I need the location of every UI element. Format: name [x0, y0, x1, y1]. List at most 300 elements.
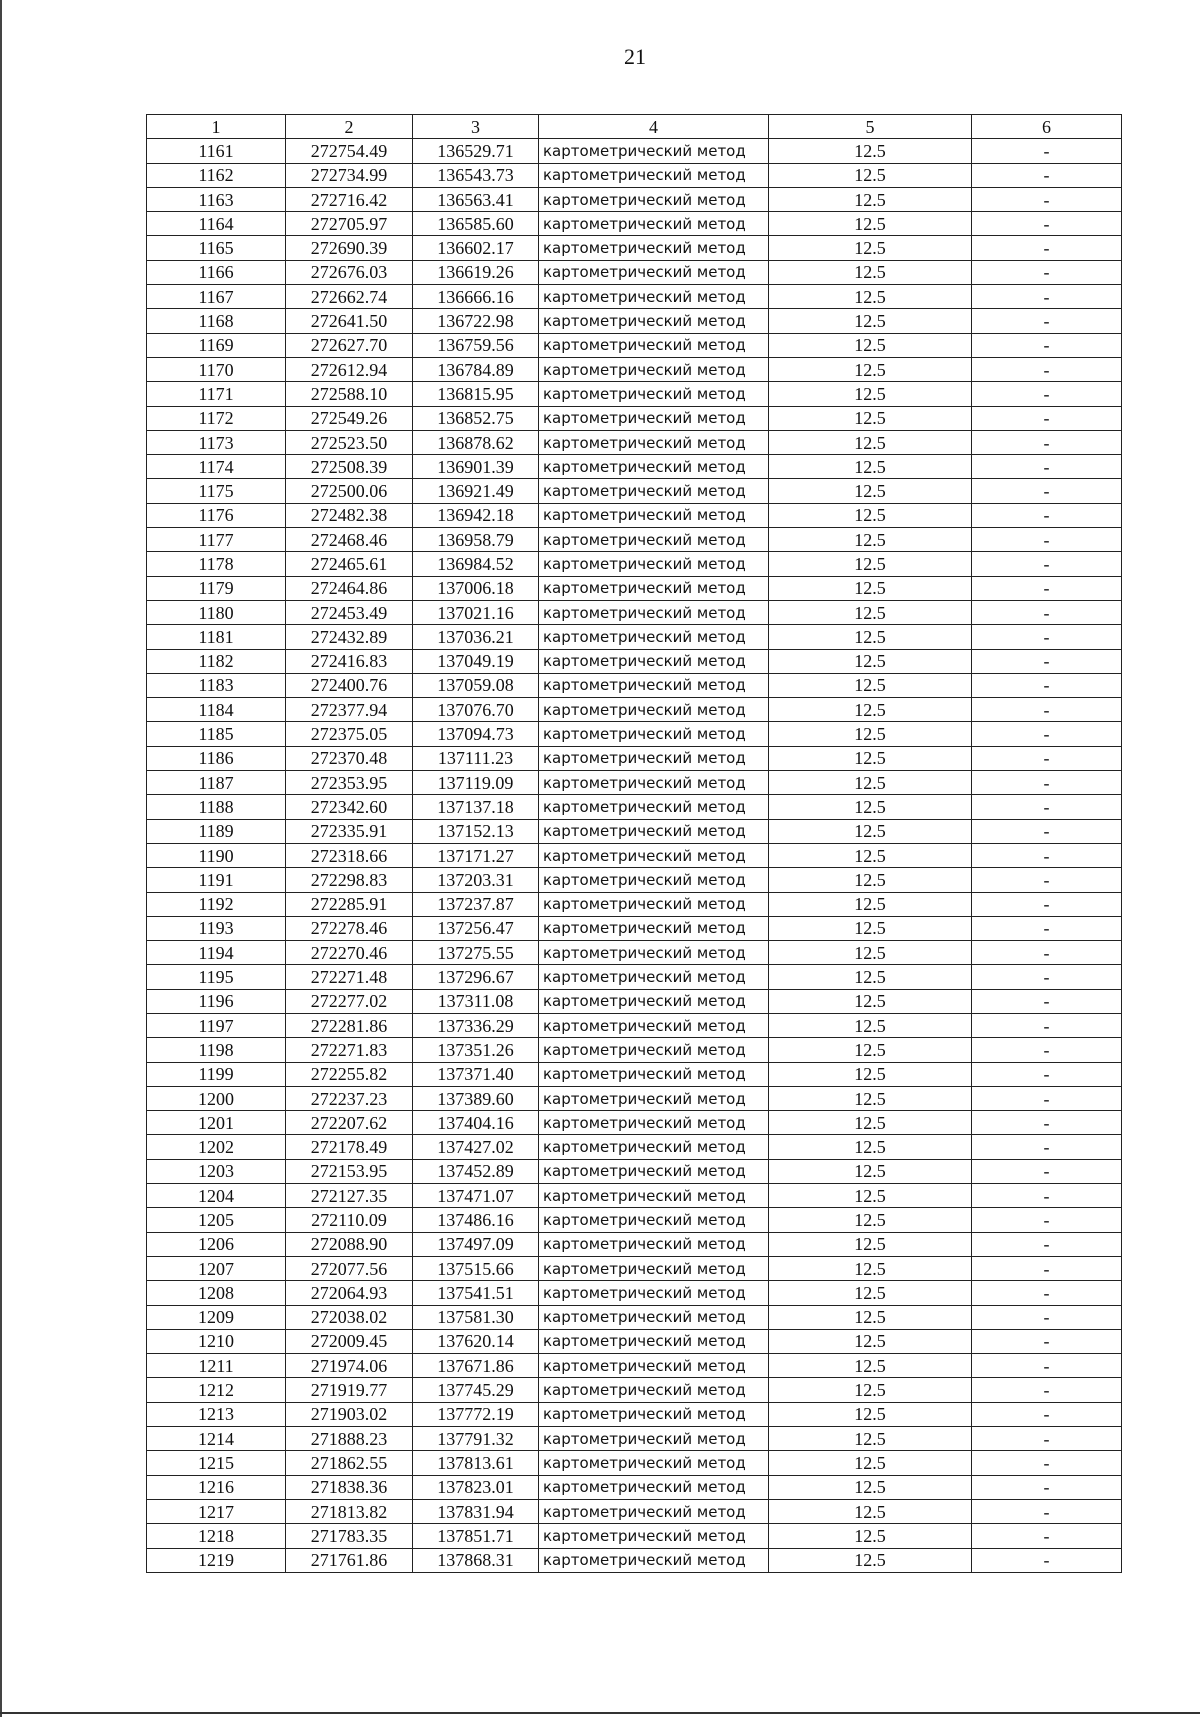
cell-note: -	[972, 455, 1122, 479]
cell-y-coordinate: 137452.89	[413, 1159, 539, 1183]
cell-y-coordinate: 136722.98	[413, 309, 539, 333]
cell-x-coordinate: 272178.49	[286, 1135, 413, 1159]
cell-y-coordinate: 137745.29	[413, 1378, 539, 1402]
cell-x-coordinate: 272271.83	[286, 1038, 413, 1062]
cell-accuracy: 12.5	[769, 1378, 972, 1402]
cell-note: -	[972, 1499, 1122, 1523]
cell-y-coordinate: 137036.21	[413, 625, 539, 649]
cell-y-coordinate: 136852.75	[413, 406, 539, 430]
cell-point-number: 1201	[147, 1111, 286, 1135]
cell-y-coordinate: 137515.66	[413, 1256, 539, 1280]
cell-note: -	[972, 1232, 1122, 1256]
cell-x-coordinate: 272375.05	[286, 722, 413, 746]
table-row	[147, 1499, 1122, 1523]
cell-method: картометрический метод	[539, 139, 769, 163]
cell-x-coordinate: 271813.82	[286, 1499, 413, 1523]
cell-point-number: 1216	[147, 1475, 286, 1499]
table-row	[147, 163, 1122, 187]
table-row	[147, 139, 1122, 163]
cell-method: картометрический метод	[539, 455, 769, 479]
cell-y-coordinate: 136878.62	[413, 430, 539, 454]
table-row	[147, 1208, 1122, 1232]
header-col-5: 5	[769, 115, 972, 139]
cell-method: картометрический метод	[539, 819, 769, 843]
cell-accuracy: 12.5	[769, 1281, 972, 1305]
cell-accuracy: 12.5	[769, 1038, 972, 1062]
cell-point-number: 1162	[147, 163, 286, 187]
table-row	[147, 479, 1122, 503]
cell-accuracy: 12.5	[769, 357, 972, 381]
cell-method: картометрический метод	[539, 163, 769, 187]
cell-method: картометрический метод	[539, 1038, 769, 1062]
table-row	[147, 1475, 1122, 1499]
table-body	[147, 139, 1122, 1573]
cell-accuracy: 12.5	[769, 576, 972, 600]
cell-y-coordinate: 137581.30	[413, 1305, 539, 1329]
cell-point-number: 1189	[147, 819, 286, 843]
cell-x-coordinate: 272281.86	[286, 1013, 413, 1037]
cell-accuracy: 12.5	[769, 503, 972, 527]
cell-note: -	[972, 1378, 1122, 1402]
cell-y-coordinate: 137296.67	[413, 965, 539, 989]
cell-accuracy: 12.5	[769, 1256, 972, 1280]
cell-method: картометрический метод	[539, 771, 769, 795]
cell-note: -	[972, 333, 1122, 357]
cell-y-coordinate: 137497.09	[413, 1232, 539, 1256]
cell-x-coordinate: 272278.46	[286, 916, 413, 940]
cell-x-coordinate: 272662.74	[286, 285, 413, 309]
table-row	[147, 430, 1122, 454]
cell-accuracy: 12.5	[769, 916, 972, 940]
table-row	[147, 212, 1122, 236]
cell-x-coordinate: 272549.26	[286, 406, 413, 430]
cell-accuracy: 12.5	[769, 746, 972, 770]
cell-method: картометрический метод	[539, 333, 769, 357]
cell-x-coordinate: 272064.93	[286, 1281, 413, 1305]
cell-point-number: 1194	[147, 941, 286, 965]
table-row	[147, 1135, 1122, 1159]
cell-accuracy: 12.5	[769, 649, 972, 673]
cell-accuracy: 12.5	[769, 260, 972, 284]
cell-method: картометрический метод	[539, 600, 769, 624]
cell-note: -	[972, 309, 1122, 333]
cell-point-number: 1174	[147, 455, 286, 479]
cell-note: -	[972, 1451, 1122, 1475]
table-row	[147, 1378, 1122, 1402]
cell-method: картометрический метод	[539, 649, 769, 673]
cell-note: -	[972, 843, 1122, 867]
cell-x-coordinate: 271862.55	[286, 1451, 413, 1475]
cell-note: -	[972, 819, 1122, 843]
cell-x-coordinate: 272298.83	[286, 868, 413, 892]
cell-y-coordinate: 136602.17	[413, 236, 539, 260]
table-row	[147, 528, 1122, 552]
cell-note: -	[972, 1062, 1122, 1086]
cell-y-coordinate: 137813.61	[413, 1451, 539, 1475]
cell-point-number: 1200	[147, 1086, 286, 1110]
cell-x-coordinate: 271919.77	[286, 1378, 413, 1402]
cell-accuracy: 12.5	[769, 1427, 972, 1451]
cell-note: -	[972, 236, 1122, 260]
cell-accuracy: 12.5	[769, 552, 972, 576]
cell-x-coordinate: 272734.99	[286, 163, 413, 187]
cell-accuracy: 12.5	[769, 1548, 972, 1572]
cell-y-coordinate: 137237.87	[413, 892, 539, 916]
header-col-4: 4	[539, 115, 769, 139]
table-row	[147, 1548, 1122, 1572]
cell-method: картометрический метод	[539, 1281, 769, 1305]
cell-point-number: 1204	[147, 1184, 286, 1208]
cell-accuracy: 12.5	[769, 1111, 972, 1135]
cell-x-coordinate: 272285.91	[286, 892, 413, 916]
cell-note: -	[972, 285, 1122, 309]
page-edge-left	[0, 0, 2, 1717]
cell-y-coordinate: 136529.71	[413, 139, 539, 163]
cell-y-coordinate: 136942.18	[413, 503, 539, 527]
cell-method: картометрический метод	[539, 576, 769, 600]
cell-method: картометрический метод	[539, 503, 769, 527]
cell-point-number: 1183	[147, 673, 286, 697]
cell-point-number: 1219	[147, 1548, 286, 1572]
cell-note: -	[972, 795, 1122, 819]
cell-point-number: 1161	[147, 139, 286, 163]
cell-point-number: 1208	[147, 1281, 286, 1305]
cell-x-coordinate: 272716.42	[286, 187, 413, 211]
cell-note: -	[972, 916, 1122, 940]
table-row	[147, 1354, 1122, 1378]
table-row	[147, 357, 1122, 381]
cell-x-coordinate: 272523.50	[286, 430, 413, 454]
cell-note: -	[972, 503, 1122, 527]
cell-y-coordinate: 137049.19	[413, 649, 539, 673]
cell-note: -	[972, 1256, 1122, 1280]
cell-accuracy: 12.5	[769, 795, 972, 819]
cell-note: -	[972, 746, 1122, 770]
cell-y-coordinate: 137111.23	[413, 746, 539, 770]
table-row	[147, 1524, 1122, 1548]
cell-y-coordinate: 136958.79	[413, 528, 539, 552]
cell-x-coordinate: 271838.36	[286, 1475, 413, 1499]
cell-note: -	[972, 1305, 1122, 1329]
cell-x-coordinate: 272110.09	[286, 1208, 413, 1232]
cell-point-number: 1196	[147, 989, 286, 1013]
cell-x-coordinate: 272207.62	[286, 1111, 413, 1135]
cell-accuracy: 12.5	[769, 479, 972, 503]
cell-point-number: 1187	[147, 771, 286, 795]
table-row	[147, 382, 1122, 406]
cell-point-number: 1192	[147, 892, 286, 916]
table-row	[147, 1111, 1122, 1135]
cell-accuracy: 12.5	[769, 285, 972, 309]
cell-point-number: 1181	[147, 625, 286, 649]
cell-x-coordinate: 272153.95	[286, 1159, 413, 1183]
cell-point-number: 1202	[147, 1135, 286, 1159]
cell-method: картометрический метод	[539, 1111, 769, 1135]
cell-method: картометрический метод	[539, 989, 769, 1013]
cell-note: -	[972, 1013, 1122, 1037]
cell-y-coordinate: 136619.26	[413, 260, 539, 284]
table-row	[147, 1305, 1122, 1329]
cell-point-number: 1191	[147, 868, 286, 892]
table-row	[147, 1013, 1122, 1037]
cell-point-number: 1178	[147, 552, 286, 576]
cell-note: -	[972, 1086, 1122, 1110]
table-row	[147, 503, 1122, 527]
cell-y-coordinate: 137868.31	[413, 1548, 539, 1572]
table-row	[147, 673, 1122, 697]
cell-point-number: 1215	[147, 1451, 286, 1475]
cell-note: -	[972, 1184, 1122, 1208]
cell-x-coordinate: 272342.60	[286, 795, 413, 819]
cell-method: картометрический метод	[539, 1329, 769, 1353]
cell-method: картометрический метод	[539, 1354, 769, 1378]
cell-method: картометрический метод	[539, 965, 769, 989]
cell-note: -	[972, 382, 1122, 406]
table-row	[147, 1086, 1122, 1110]
cell-y-coordinate: 137275.55	[413, 941, 539, 965]
cell-point-number: 1206	[147, 1232, 286, 1256]
cell-y-coordinate: 136666.16	[413, 285, 539, 309]
cell-y-coordinate: 137371.40	[413, 1062, 539, 1086]
cell-point-number: 1170	[147, 357, 286, 381]
header-col-1: 1	[147, 115, 286, 139]
cell-x-coordinate: 272612.94	[286, 357, 413, 381]
cell-method: картометрический метод	[539, 1475, 769, 1499]
cell-point-number: 1199	[147, 1062, 286, 1086]
cell-y-coordinate: 137094.73	[413, 722, 539, 746]
cell-point-number: 1185	[147, 722, 286, 746]
cell-x-coordinate: 272077.56	[286, 1256, 413, 1280]
cell-point-number: 1168	[147, 309, 286, 333]
cell-note: -	[972, 1402, 1122, 1426]
cell-note: -	[972, 1159, 1122, 1183]
table-row	[147, 771, 1122, 795]
cell-accuracy: 12.5	[769, 382, 972, 406]
cell-method: картометрический метод	[539, 236, 769, 260]
cell-point-number: 1166	[147, 260, 286, 284]
cell-method: картометрический метод	[539, 528, 769, 552]
cell-accuracy: 12.5	[769, 1475, 972, 1499]
cell-point-number: 1218	[147, 1524, 286, 1548]
cell-y-coordinate: 137152.13	[413, 819, 539, 843]
cell-note: -	[972, 1135, 1122, 1159]
table-row	[147, 868, 1122, 892]
cell-method: картометрический метод	[539, 382, 769, 406]
cell-point-number: 1182	[147, 649, 286, 673]
cell-y-coordinate: 137671.86	[413, 1354, 539, 1378]
cell-accuracy: 12.5	[769, 625, 972, 649]
cell-method: картометрический метод	[539, 212, 769, 236]
cell-point-number: 1190	[147, 843, 286, 867]
cell-accuracy: 12.5	[769, 187, 972, 211]
table-row	[147, 1281, 1122, 1305]
cell-y-coordinate: 137059.08	[413, 673, 539, 697]
page-number: 21	[624, 44, 646, 69]
cell-note: -	[972, 625, 1122, 649]
cell-x-coordinate: 272690.39	[286, 236, 413, 260]
cell-method: картометрический метод	[539, 941, 769, 965]
cell-point-number: 1212	[147, 1378, 286, 1402]
cell-accuracy: 12.5	[769, 989, 972, 1013]
cell-y-coordinate: 137076.70	[413, 698, 539, 722]
cell-accuracy: 12.5	[769, 236, 972, 260]
cell-x-coordinate: 272237.23	[286, 1086, 413, 1110]
cell-method: картометрический метод	[539, 1062, 769, 1086]
cell-y-coordinate: 136901.39	[413, 455, 539, 479]
cell-note: -	[972, 941, 1122, 965]
cell-x-coordinate: 272377.94	[286, 698, 413, 722]
cell-accuracy: 12.5	[769, 1232, 972, 1256]
cell-note: -	[972, 260, 1122, 284]
page-edge-bottom	[0, 1712, 1200, 1714]
table-row	[147, 1402, 1122, 1426]
table-row	[147, 843, 1122, 867]
cell-method: картометрический метод	[539, 479, 769, 503]
table-row	[147, 819, 1122, 843]
cell-x-coordinate: 271903.02	[286, 1402, 413, 1426]
cell-method: картометрический метод	[539, 843, 769, 867]
cell-point-number: 1214	[147, 1427, 286, 1451]
cell-accuracy: 12.5	[769, 819, 972, 843]
table-header	[147, 115, 1122, 139]
cell-accuracy: 12.5	[769, 892, 972, 916]
cell-note: -	[972, 528, 1122, 552]
cell-point-number: 1176	[147, 503, 286, 527]
cell-method: картометрический метод	[539, 285, 769, 309]
cell-x-coordinate: 272588.10	[286, 382, 413, 406]
cell-x-coordinate: 272641.50	[286, 309, 413, 333]
cell-accuracy: 12.5	[769, 528, 972, 552]
table-row	[147, 1062, 1122, 1086]
table-row	[147, 989, 1122, 1013]
cell-accuracy: 12.5	[769, 333, 972, 357]
cell-method: картометрический метод	[539, 722, 769, 746]
cell-method: картометрический метод	[539, 698, 769, 722]
cell-note: -	[972, 139, 1122, 163]
cell-point-number: 1172	[147, 406, 286, 430]
cell-method: картометрический метод	[539, 916, 769, 940]
cell-note: -	[972, 430, 1122, 454]
cell-method: картометрический метод	[539, 406, 769, 430]
cell-note: -	[972, 357, 1122, 381]
cell-x-coordinate: 272255.82	[286, 1062, 413, 1086]
cell-note: -	[972, 1427, 1122, 1451]
cell-note: -	[972, 1354, 1122, 1378]
table-row	[147, 1184, 1122, 1208]
cell-accuracy: 12.5	[769, 1062, 972, 1086]
cell-y-coordinate: 136815.95	[413, 382, 539, 406]
cell-y-coordinate: 136984.52	[413, 552, 539, 576]
table-row	[147, 576, 1122, 600]
cell-x-coordinate: 272508.39	[286, 455, 413, 479]
table-row	[147, 187, 1122, 211]
cell-note: -	[972, 1548, 1122, 1572]
cell-x-coordinate: 272754.49	[286, 139, 413, 163]
cell-y-coordinate: 137791.32	[413, 1427, 539, 1451]
cell-method: картометрический метод	[539, 1402, 769, 1426]
cell-accuracy: 12.5	[769, 1135, 972, 1159]
cell-x-coordinate: 272335.91	[286, 819, 413, 843]
cell-accuracy: 12.5	[769, 163, 972, 187]
table-row	[147, 552, 1122, 576]
cell-y-coordinate: 137311.08	[413, 989, 539, 1013]
cell-y-coordinate: 137541.51	[413, 1281, 539, 1305]
cell-note: -	[972, 722, 1122, 746]
cell-method: картометрический метод	[539, 1256, 769, 1280]
cell-method: картометрический метод	[539, 1548, 769, 1572]
cell-method: картометрический метод	[539, 1135, 769, 1159]
cell-point-number: 1164	[147, 212, 286, 236]
cell-point-number: 1205	[147, 1208, 286, 1232]
cell-x-coordinate: 271974.06	[286, 1354, 413, 1378]
cell-note: -	[972, 1038, 1122, 1062]
cell-point-number: 1203	[147, 1159, 286, 1183]
cell-note: -	[972, 212, 1122, 236]
table-row	[147, 285, 1122, 309]
cell-point-number: 1195	[147, 965, 286, 989]
cell-x-coordinate: 272353.95	[286, 771, 413, 795]
cell-accuracy: 12.5	[769, 1208, 972, 1232]
cell-point-number: 1198	[147, 1038, 286, 1062]
cell-y-coordinate: 137427.02	[413, 1135, 539, 1159]
cell-y-coordinate: 137831.94	[413, 1499, 539, 1523]
table-row	[147, 333, 1122, 357]
cell-x-coordinate: 271888.23	[286, 1427, 413, 1451]
table-row	[147, 1427, 1122, 1451]
coordinates-table	[146, 114, 1122, 1573]
header-row	[147, 115, 1122, 139]
cell-y-coordinate: 137471.07	[413, 1184, 539, 1208]
cell-y-coordinate: 137203.31	[413, 868, 539, 892]
cell-method: картометрический метод	[539, 187, 769, 211]
cell-point-number: 1179	[147, 576, 286, 600]
cell-note: -	[972, 1524, 1122, 1548]
cell-x-coordinate: 272468.46	[286, 528, 413, 552]
header-col-3: 3	[413, 115, 539, 139]
cell-x-coordinate: 272705.97	[286, 212, 413, 236]
cell-accuracy: 12.5	[769, 1159, 972, 1183]
cell-y-coordinate: 137351.26	[413, 1038, 539, 1062]
cell-accuracy: 12.5	[769, 941, 972, 965]
cell-note: -	[972, 1329, 1122, 1353]
cell-accuracy: 12.5	[769, 722, 972, 746]
cell-note: -	[972, 868, 1122, 892]
cell-accuracy: 12.5	[769, 139, 972, 163]
cell-x-coordinate: 271761.86	[286, 1548, 413, 1572]
cell-point-number: 1163	[147, 187, 286, 211]
table-row	[147, 1038, 1122, 1062]
cell-y-coordinate: 137119.09	[413, 771, 539, 795]
table-row	[147, 965, 1122, 989]
cell-y-coordinate: 136921.49	[413, 479, 539, 503]
cell-accuracy: 12.5	[769, 965, 972, 989]
cell-method: картометрический метод	[539, 673, 769, 697]
cell-accuracy: 12.5	[769, 212, 972, 236]
cell-accuracy: 12.5	[769, 600, 972, 624]
cell-point-number: 1169	[147, 333, 286, 357]
cell-note: -	[972, 1111, 1122, 1135]
cell-y-coordinate: 137256.47	[413, 916, 539, 940]
cell-y-coordinate: 137823.01	[413, 1475, 539, 1499]
table-row	[147, 236, 1122, 260]
cell-point-number: 1193	[147, 916, 286, 940]
cell-note: -	[972, 163, 1122, 187]
cell-accuracy: 12.5	[769, 1402, 972, 1426]
cell-accuracy: 12.5	[769, 771, 972, 795]
cell-y-coordinate: 137851.71	[413, 1524, 539, 1548]
cell-note: -	[972, 965, 1122, 989]
cell-accuracy: 12.5	[769, 698, 972, 722]
